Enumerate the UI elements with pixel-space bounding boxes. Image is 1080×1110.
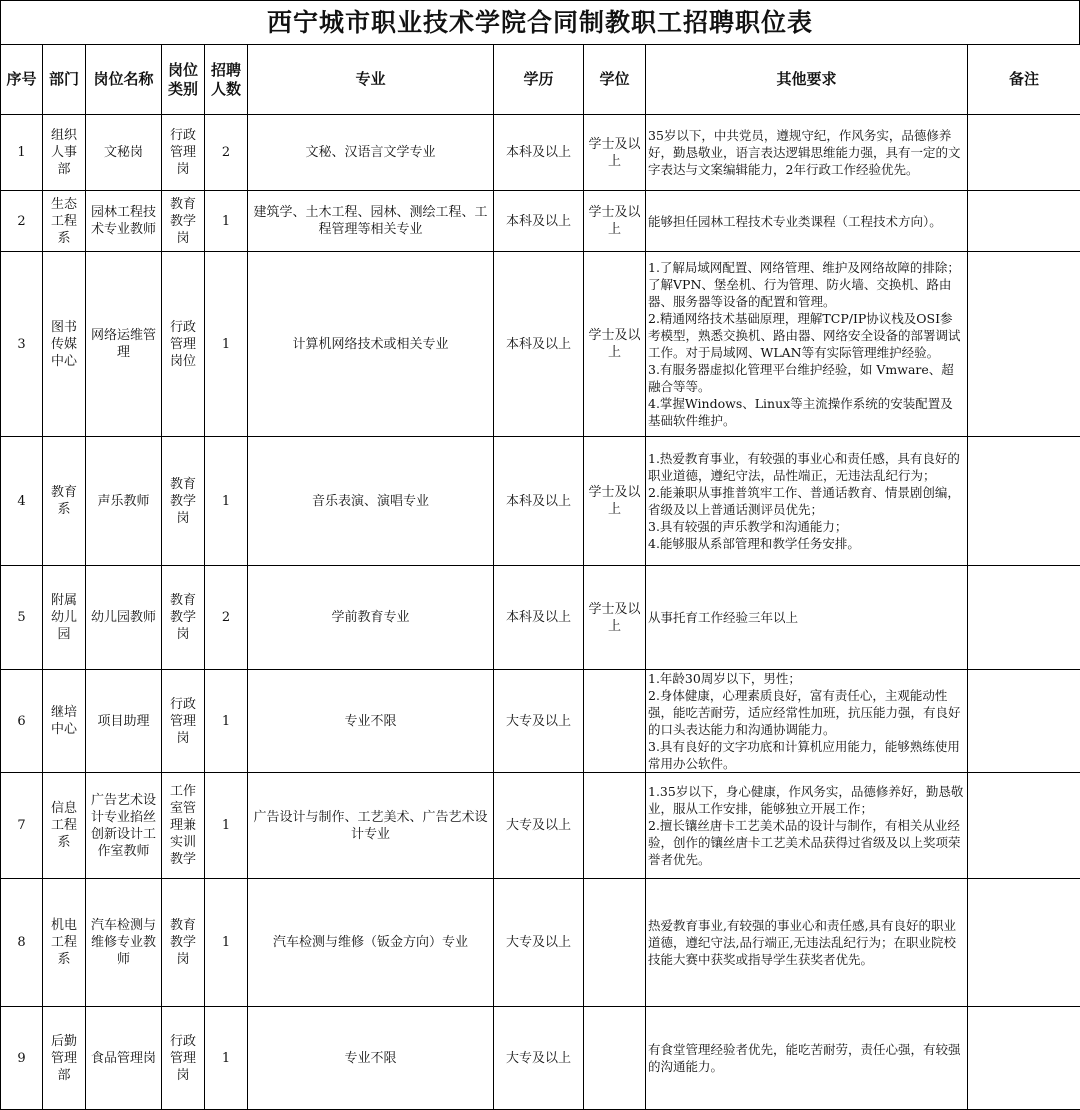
table-row <box>1 191 1080 252</box>
cell-dept: 图书传媒中心 <box>43 252 86 437</box>
cell-category: 行政管理岗 <box>162 1007 205 1110</box>
cell-requirements: 1.35岁以下，身心健康，作风务实，品德修养好，勤恳敬业，服从工作安排，能够独立开展工作； 2.擅长镶丝唐卡工艺美术品的设计与制作，有相关从业经验，创作的镶丝唐卡工艺美术品获得过省级及以上奖项荣誉者优先。 <box>646 773 968 879</box>
header-position: 岗位名称 <box>86 45 162 115</box>
cell-requirements: 从事托育工作经验三年以上 <box>646 566 968 670</box>
cell-dept: 生态工程系 <box>43 191 86 252</box>
cell-category: 行政管理岗位 <box>162 252 205 437</box>
cell-dept: 继培中心 <box>43 670 86 773</box>
cell-requirements: 1.热爱教育事业，有较强的事业心和责任感，具有良好的职业道德，遵纪守法，品性端正，无违法乱纪行为； 2.能兼职从事推普筑牢工作、普通话教育、情景剧创编，省级及以上普通话测评员优先； 3.具有较强的声乐教学和沟通能力； 4.能够服从系部管理和教学任务安排。 <box>646 437 968 566</box>
cell-degree <box>584 773 646 879</box>
cell-major: 文秘、汉语言文学专业 <box>248 115 494 191</box>
cell-education: 本科及以上 <box>494 191 584 252</box>
cell-position: 网络运维管理 <box>86 252 162 437</box>
cell-remarks <box>968 879 1080 1007</box>
cell-category: 教育教学岗 <box>162 879 205 1007</box>
page-title: 西宁城市职业技术学院合同制教职工招聘职位表 <box>0 0 1080 44</box>
cell-education: 本科及以上 <box>494 115 584 191</box>
cell-remarks <box>968 191 1080 252</box>
cell-seq: 8 <box>1 879 43 1007</box>
cell-seq: 5 <box>1 566 43 670</box>
header-row <box>1 45 1080 115</box>
cell-education: 大专及以上 <box>494 773 584 879</box>
table-row <box>1 670 1080 773</box>
cell-category: 教育教学岗 <box>162 191 205 252</box>
cell-position: 文秘岗 <box>86 115 162 191</box>
header-education: 学历 <box>494 45 584 115</box>
header-degree: 学位 <box>584 45 646 115</box>
header-seq: 序号 <box>1 45 43 115</box>
cell-position: 项目助理 <box>86 670 162 773</box>
cell-education: 本科及以上 <box>494 437 584 566</box>
cell-position: 食品管理岗 <box>86 1007 162 1110</box>
cell-remarks <box>968 252 1080 437</box>
cell-count: 1 <box>205 879 248 1007</box>
table-row <box>1 437 1080 566</box>
cell-major: 汽车检测与维修（钣金方向）专业 <box>248 879 494 1007</box>
cell-remarks <box>968 437 1080 566</box>
cell-category: 教育教学岗 <box>162 437 205 566</box>
table-row <box>1 773 1080 879</box>
cell-seq: 3 <box>1 252 43 437</box>
cell-major: 专业不限 <box>248 670 494 773</box>
cell-position: 汽车检测与维修专业教师 <box>86 879 162 1007</box>
cell-major: 建筑学、土木工程、园林、测绘工程、工程管理等相关专业 <box>248 191 494 252</box>
table-row <box>1 1007 1080 1110</box>
cell-position: 广告艺术设计专业掐丝创新设计工作室教师 <box>86 773 162 879</box>
cell-count: 1 <box>205 191 248 252</box>
cell-degree: 学士及以上 <box>584 191 646 252</box>
cell-count: 1 <box>205 1007 248 1110</box>
cell-category: 工作室管理兼实训教学 <box>162 773 205 879</box>
recruitment-table <box>0 44 1080 1110</box>
cell-requirements: 35岁以下，中共党员，遵规守纪，作风务实，品德修养好，勤恳敬业，语言表达逻辑思维能力强，具有一定的文字表达与文案编辑能力，2年行政工作经验优先。 <box>646 115 968 191</box>
cell-degree <box>584 670 646 773</box>
cell-major: 音乐表演、演唱专业 <box>248 437 494 566</box>
cell-count: 2 <box>205 566 248 670</box>
header-category: 岗位类别 <box>162 45 205 115</box>
cell-seq: 6 <box>1 670 43 773</box>
cell-degree: 学士及以上 <box>584 252 646 437</box>
cell-education: 本科及以上 <box>494 252 584 437</box>
cell-seq: 7 <box>1 773 43 879</box>
cell-remarks <box>968 773 1080 879</box>
cell-seq: 1 <box>1 115 43 191</box>
cell-position: 幼儿园教师 <box>86 566 162 670</box>
cell-count: 1 <box>205 252 248 437</box>
header-count: 招聘人数 <box>205 45 248 115</box>
cell-degree <box>584 879 646 1007</box>
header-remarks: 备注 <box>968 45 1080 115</box>
cell-dept: 信息工程系 <box>43 773 86 879</box>
cell-education: 大专及以上 <box>494 670 584 773</box>
cell-requirements: 有食堂管理经验者优先，能吃苦耐劳，责任心强，有较强的沟通能力。 <box>646 1007 968 1110</box>
cell-dept: 教育系 <box>43 437 86 566</box>
header-dept: 部门 <box>43 45 86 115</box>
cell-requirements: 1.了解局域网配置、网络管理、维护及网络故障的排除；了解VPN、堡垒机、行为管理、防火墙、交换机、路由器、服务器等设备的配置和管理。 2.精通网络技术基础原理，理解TCP/IP协议栈及OSI参考模型，熟悉交换机、路由器、网络安全设备的部署调试工作。对于局域网、WLAN等有实际管理维护经验。 3.有服务器虚拟化管理平台维护经验，如 Vmware、超融合等等。 4.掌握Windows、Linux等主流操作系统的安装配置及基础软件维护。 <box>646 252 968 437</box>
cell-category: 教育教学岗 <box>162 566 205 670</box>
cell-count: 1 <box>205 773 248 879</box>
cell-remarks <box>968 115 1080 191</box>
cell-dept: 机电工程系 <box>43 879 86 1007</box>
cell-category: 行政管理岗 <box>162 670 205 773</box>
cell-degree <box>584 1007 646 1110</box>
cell-position: 声乐教师 <box>86 437 162 566</box>
cell-count: 2 <box>205 115 248 191</box>
cell-education: 大专及以上 <box>494 879 584 1007</box>
cell-count: 1 <box>205 437 248 566</box>
cell-remarks <box>968 670 1080 773</box>
cell-degree: 学士及以上 <box>584 566 646 670</box>
cell-count: 1 <box>205 670 248 773</box>
cell-degree: 学士及以上 <box>584 115 646 191</box>
header-major: 专业 <box>248 45 494 115</box>
cell-seq: 2 <box>1 191 43 252</box>
header-requirements: 其他要求 <box>646 45 968 115</box>
cell-requirements: 1.年龄30周岁以下，男性； 2.身体健康，心理素质良好，富有责任心，主观能动性强，能吃苦耐劳，适应经常性加班，抗压能力强，有良好的口头表达能力和沟通协调能力。 3.具有良好的文字功底和计算机应用能力，能够熟练使用常用办公软件。 <box>646 670 968 773</box>
cell-major: 专业不限 <box>248 1007 494 1110</box>
cell-degree: 学士及以上 <box>584 437 646 566</box>
cell-requirements: 热爱教育事业,有较强的事业心和责任感,具有良好的职业道德，遵纪守法,品行端正,无违法乱纪行为；在职业院校技能大赛中获奖或指导学生获奖者优先。 <box>646 879 968 1007</box>
cell-remarks <box>968 1007 1080 1110</box>
cell-major: 计算机网络技术或相关专业 <box>248 252 494 437</box>
cell-category: 行政管理岗 <box>162 115 205 191</box>
table-row <box>1 252 1080 437</box>
cell-education: 本科及以上 <box>494 566 584 670</box>
cell-seq: 9 <box>1 1007 43 1110</box>
cell-position: 园林工程技术专业教师 <box>86 191 162 252</box>
cell-remarks <box>968 566 1080 670</box>
cell-dept: 附属幼儿园 <box>43 566 86 670</box>
cell-dept: 后勤管理部 <box>43 1007 86 1110</box>
table-row <box>1 566 1080 670</box>
cell-education: 大专及以上 <box>494 1007 584 1110</box>
cell-major: 学前教育专业 <box>248 566 494 670</box>
table-row <box>1 879 1080 1007</box>
cell-dept: 组织人事部 <box>43 115 86 191</box>
table-row <box>1 115 1080 191</box>
cell-seq: 4 <box>1 437 43 566</box>
cell-requirements: 能够担任园林工程技术专业类课程（工程技术方向）。 <box>646 191 968 252</box>
cell-major: 广告设计与制作、工艺美术、广告艺术设计专业 <box>248 773 494 879</box>
